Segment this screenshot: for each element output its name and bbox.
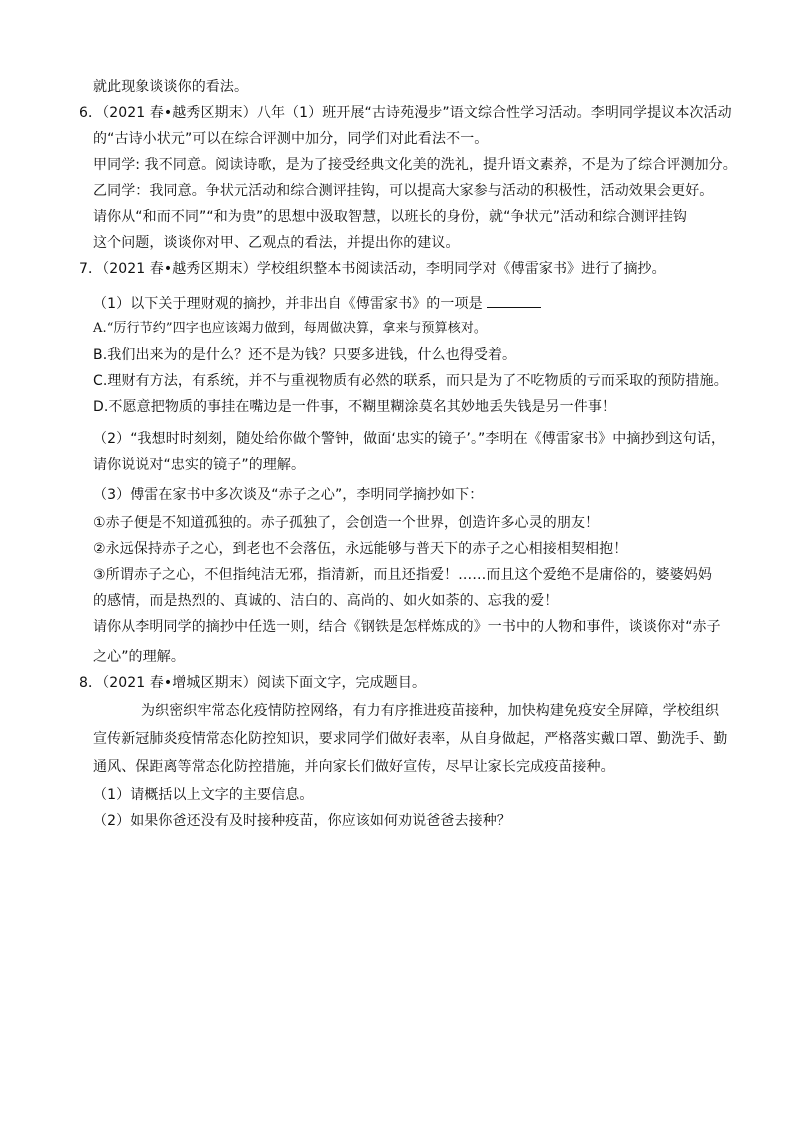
q8-sub2-line: （2）如果你爸还没有及时接种疫苗，你应该如何劝说爸爸去接种？: [93, 813, 511, 829]
q8-passage-line: 通风、保距离等常态化防控措施，并向家长们做好宣传，尽早让家长完成疫苗接种。: [93, 759, 615, 775]
q7-sub2-line: 请你说说对“忠实的镜子”的理解。: [93, 457, 306, 473]
q6-line: 的“古诗小状元”可以在综合评测中加分，同学们对此看法不一。: [93, 131, 489, 147]
q6-line: 乙同学：我同意。争状元活动和综合测评挂钩，可以提高大家参与活动的积极性，活动效果会更好。: [93, 183, 714, 199]
option-d-line: D.不愿意把物质的事挂在嘴边是一件事，不糊里糊涂莫名其妙地丢失钱是另一件事！: [93, 399, 617, 415]
q8-heading-line: 8．（2021 春•增城区期末）阅读下面文字，完成题目。: [79, 675, 427, 691]
excerpt-line: ③所谓赤子之心，不但指纯洁无邪，指清新，而且还指爱！……而且这个爱绝不是庸俗的，婆婆妈妈: [93, 567, 712, 583]
q7-sub1-text: （1）以下关于理财观的摘抄，并非出自《傅雷家书》的一项是: [93, 296, 483, 312]
q5-tail-line: 就此现象谈谈你的看法。: [93, 79, 249, 95]
excerpt-line: ①赤子便是不知道孤独的。赤子孤独了，会创造一个世界，创造许多心灵的朋友！: [93, 515, 600, 531]
q7-heading-line: 7．（2021 春•越秀区期末）学校组织整本书阅读活动，李明同学对《傅雷家书》进行了摘抄。: [79, 261, 666, 277]
q8-passage-line: 为织密织牢常态化疫情防控网络，有力有序推进疫苗接种，加快构建免疫安全屏障，学校组织: [141, 703, 720, 719]
q6-line: 甲同学: 我不同意。阅读诗歌，是为了接受经典文化美的洗礼，提升语文素养，不是为了综合评测加分。: [93, 157, 737, 173]
q8-sub1-line: （1）请概括以上文字的主要信息。: [93, 787, 314, 803]
answer-blank[interactable]: [487, 293, 541, 308]
q7-sub3-line: 之心”的理解。: [93, 649, 185, 665]
q7-sub1-line: [93, 293, 541, 314]
q7-sub3-line: （3）傅雷在家书中多次谈及“赤子之心”，李明同学摘抄如下：: [93, 487, 484, 503]
q8-passage-line: 宣传新冠肺炎疫情常态化防控知识，要求同学们做好表率，从自身做起，严格落实戴口罩、勤洗手、勤: [93, 731, 728, 747]
excerpt-line: 的感情，而是热烈的、真诚的、洁白的、高尚的、如火如荼的、忘我的爱！: [93, 593, 559, 609]
excerpt-line: ②永远保持赤子之心，到老也不会落伍，永远能够与普天下的赤子之心相接相契相抱！: [93, 541, 628, 557]
q6-line: 这个问题，谈谈你对甲、乙观点的看法，并提出你的建议。: [93, 235, 460, 251]
q6-heading-line: 6．（2021 春•越秀区期末）八年（1）班开展“古诗苑漫步”语文综合性学习活动。李明同学提议本次活动: [79, 105, 732, 121]
option-b-line: B.我们出来为的是什么？还不是为钱？只要多进钱，什么也得受着。: [93, 347, 517, 363]
option-a-line: A.“厉行节约”四字也应该竭力做到，每周做决算，拿来与预算核对。: [93, 321, 488, 336]
q6-line: 请你从“和而不同”“和为贵”的思想中汲取智慧，以班长的身份，就“争状元”活动和综合测评挂钩: [93, 209, 688, 225]
q7-sub3-line: 请你从李明同学的摘抄中任选一则，结合《钢铁是怎样炼成的》一书中的人物和事件，谈谈你对“赤子: [93, 619, 721, 635]
q7-sub2-line: （2）“我想时时刻刻，随处给你做个警钟，做面‘忠实的镜子’。”李明在《傅雷家书》中摘抄到这句话，: [93, 431, 726, 447]
option-c-line: C.理财有方法，有系统，并不与重视物质有必然的联系，而只是为了不吃物质的亏而采取的预防措施。: [93, 373, 728, 389]
